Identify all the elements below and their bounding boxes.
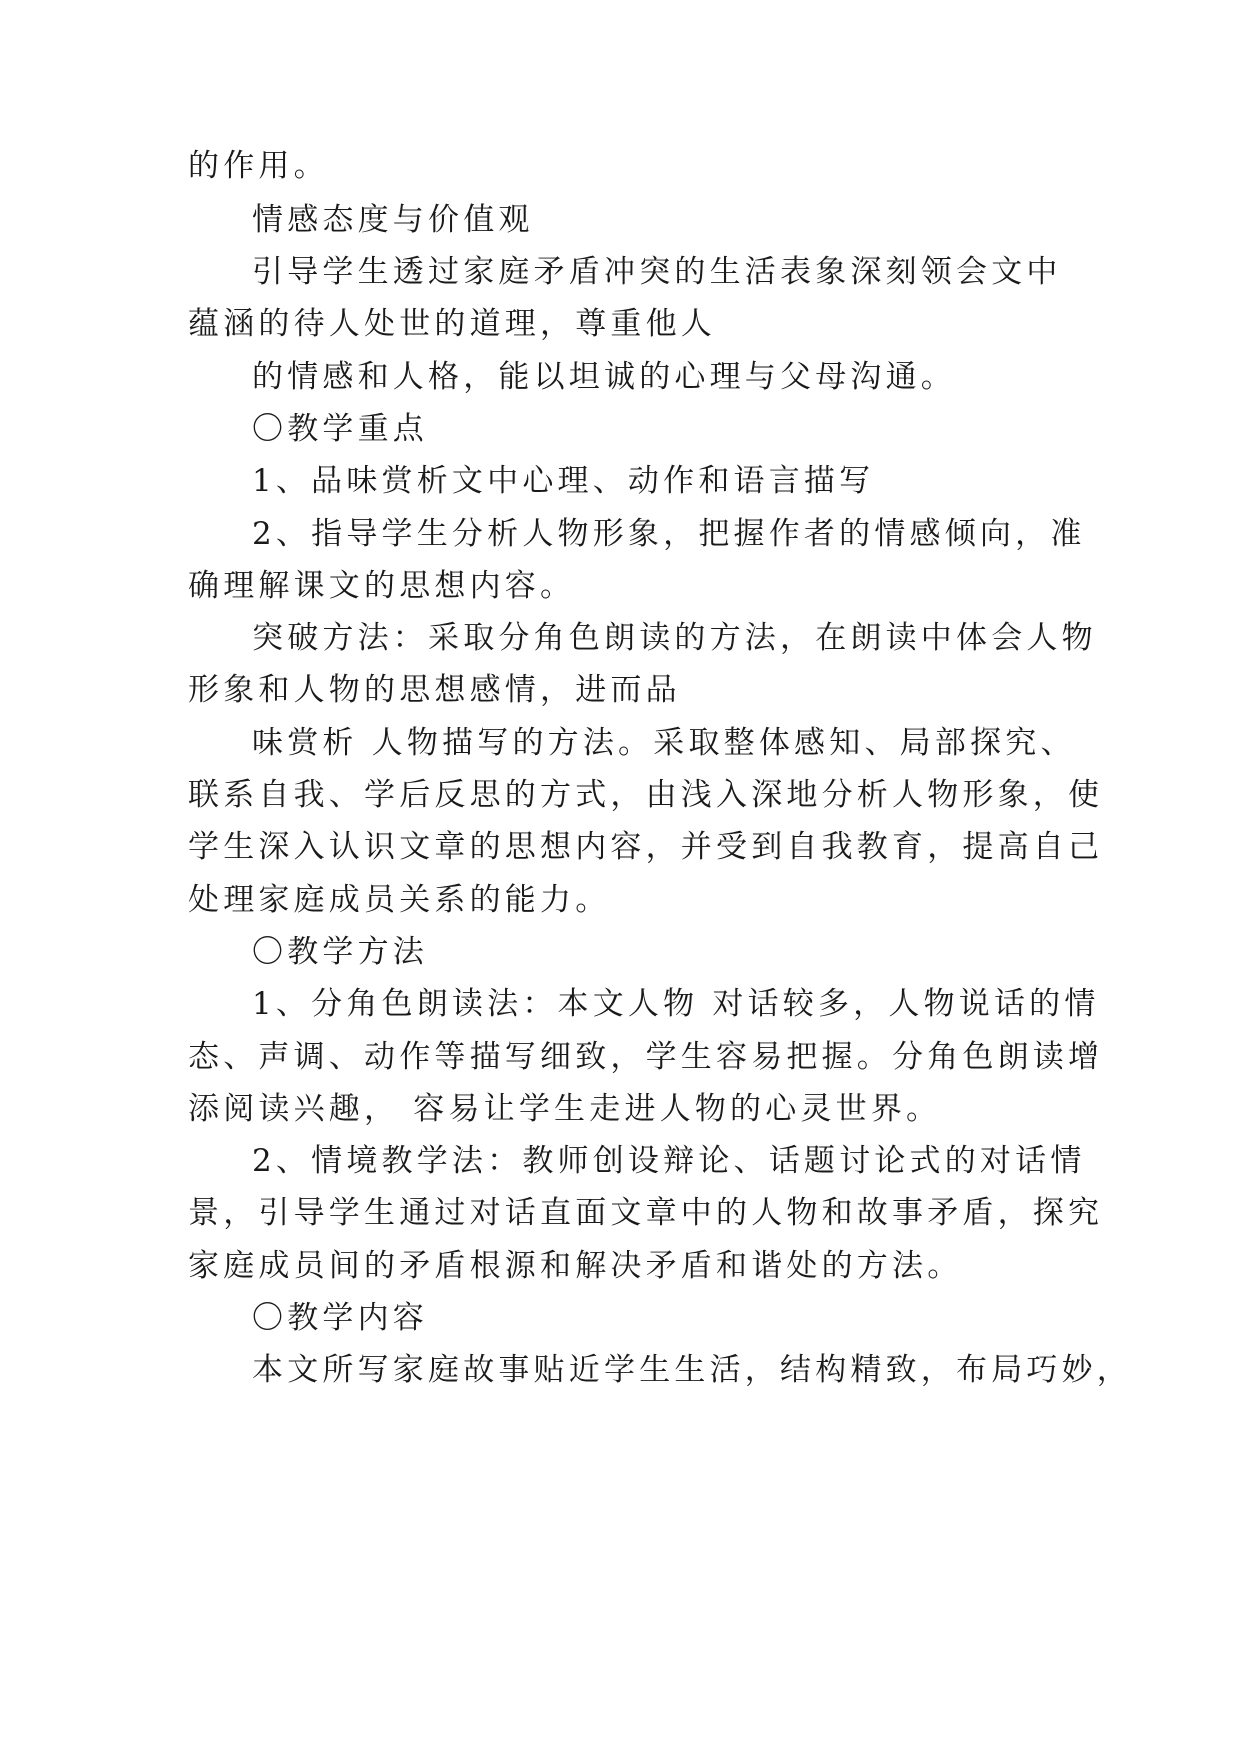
text-line: 突破方法：采取分角色朗读的方法，在朗读中体会人物 [252, 620, 1097, 656]
text-line: 态、声调、动作等描写细致，学生容易把握。分角色朗读增 [188, 1039, 1104, 1075]
text-line: 处理家庭成员关系的能力。 [188, 882, 611, 918]
text-line: 联系自我、学后反思的方式，由浅入深地分析人物形象，使 [188, 777, 1104, 813]
text-line: 学生深入认识文章的思想内容，并受到自我教育，提高自己 [188, 829, 1104, 865]
list-item: 1、品味赏析文中心理、动作和语言描写 [252, 463, 875, 499]
text-line: 的作用。 [188, 148, 329, 184]
text-line: 确理解课文的思想内容。 [188, 568, 576, 604]
text-line: 形象和人物的思想感情，进而品 [188, 672, 681, 708]
text-line: 本文所写家庭故事贴近学生生活，结构精致，布局巧妙， [252, 1352, 1132, 1388]
section-heading: 〇教学方法 [252, 934, 428, 970]
text-line: 添阅读兴趣， 容易让学生走进人物的心灵世界。 [188, 1091, 942, 1127]
text-line: 引导学生透过家庭矛盾冲突的生活表象深刻领会文中 [252, 254, 1062, 290]
text-line: 蕴涵的待人处世的道理，尊重他人 [188, 306, 716, 342]
list-item: 2、情境教学法：教师创设辩论、话题讨论式的对话情 [252, 1143, 1086, 1179]
list-item: 1、分角色朗读法：本文人物 对话较多，人物说话的情 [252, 986, 1100, 1022]
section-heading: 〇教学内容 [252, 1300, 428, 1336]
text-line: 味赏析 人物描写的方法。采取整体感知、局部探究、 [252, 725, 1076, 761]
section-heading: 情感态度与价值观 [252, 202, 534, 238]
section-heading: 〇教学重点 [252, 411, 428, 447]
list-item: 2、指导学生分析人物形象，把握作者的情感倾向，准 [252, 516, 1086, 552]
text-line: 景，引导学生通过对话直面文章中的人物和故事矛盾，探究 [188, 1195, 1104, 1231]
text-line: 的情感和人格，能以坦诚的心理与父母沟通。 [252, 359, 956, 395]
text-line: 家庭成员间的矛盾根源和解决矛盾和谐处的方法。 [188, 1248, 963, 1284]
